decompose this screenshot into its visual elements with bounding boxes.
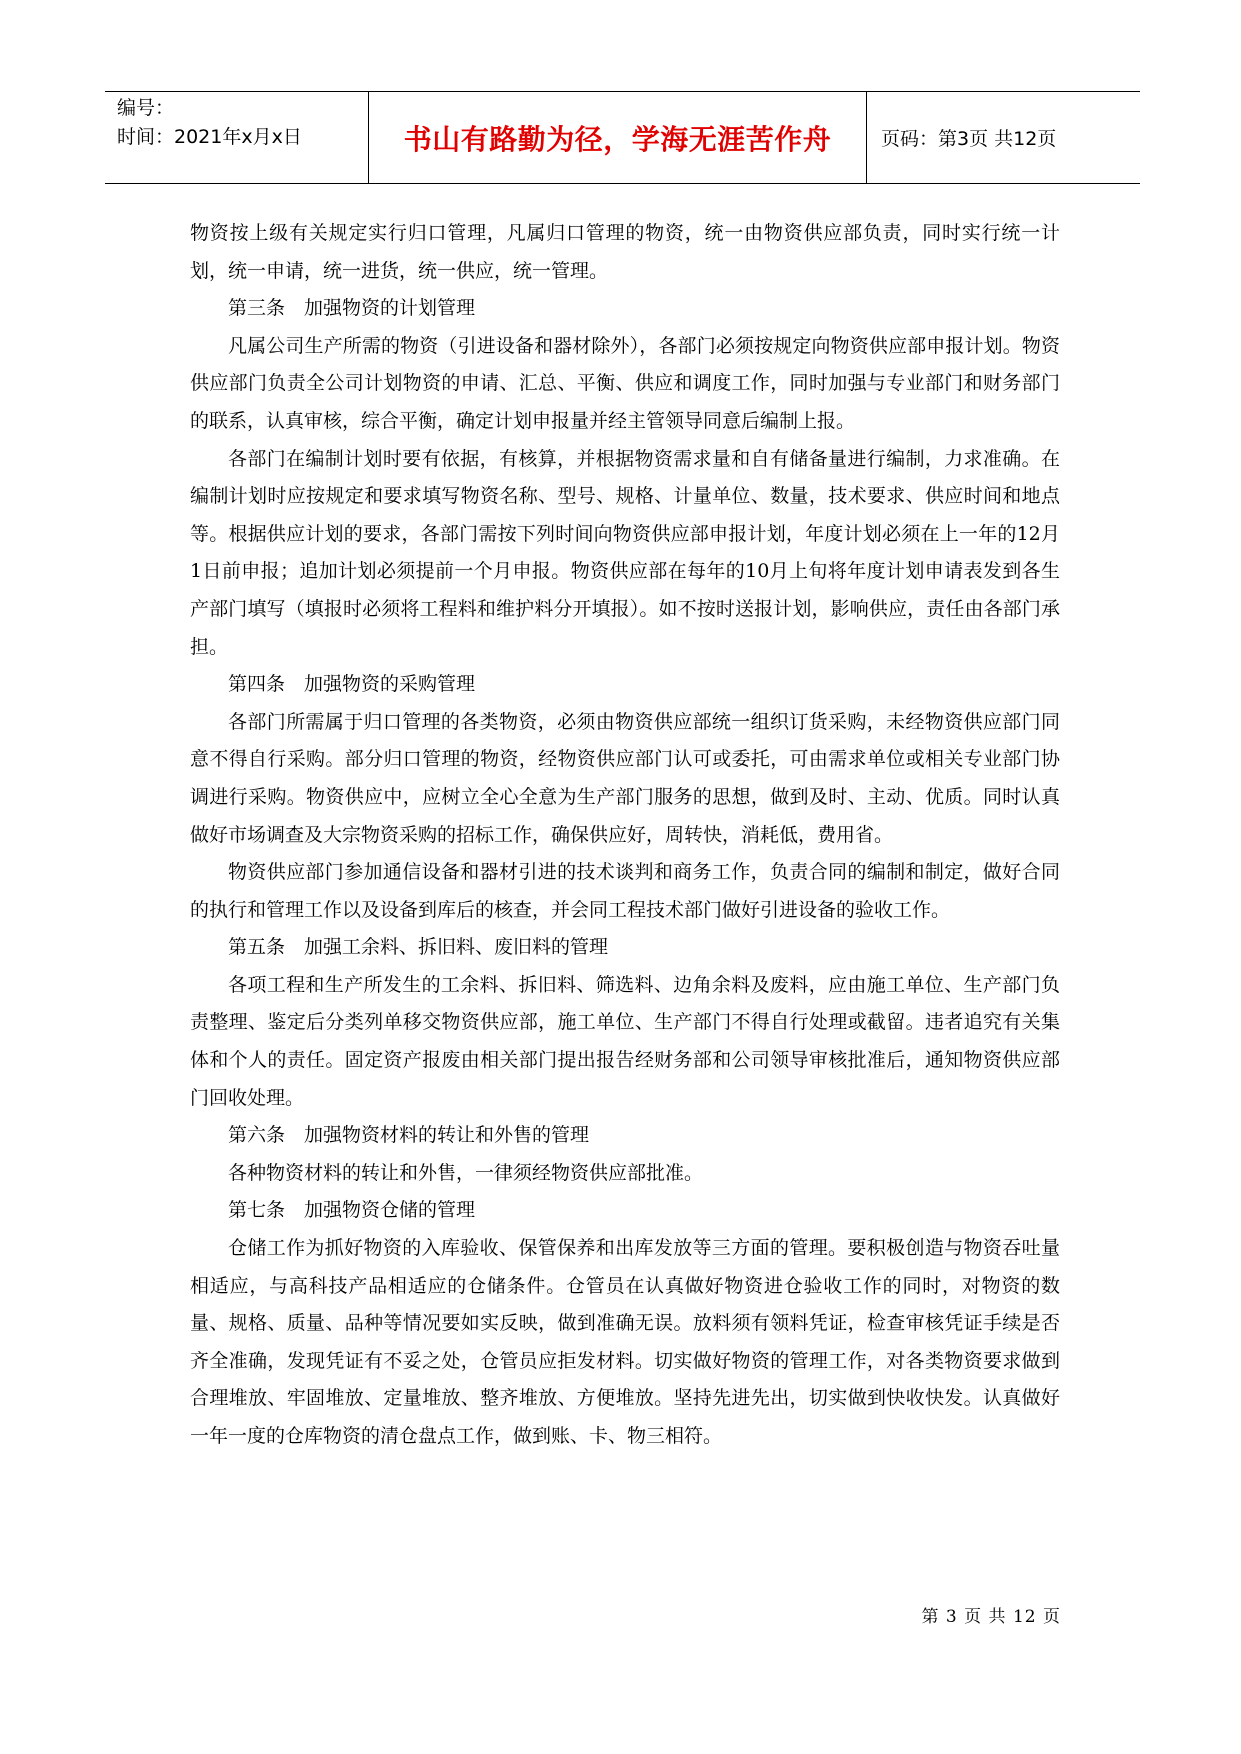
article-heading: 第四条 加强物资的采购管理 [228, 673, 476, 696]
header-motto-cell [369, 92, 867, 183]
body-paragraph: 各种物资材料的转让和外售，一律须经物资供应部批准。 [228, 1161, 704, 1184]
header-page-code: 页码：第3页 共12页 [881, 128, 1057, 150]
page-header [105, 91, 1140, 184]
body-paragraph: 各部门所需属于归口管理的各类物资，必须由物资供应部统一组织订货采购，未经物资供应部门同意不得自行采购。部分归口管理的物资，经物资供应部门认可或委托，可由需求单位或相关专业部门协调进行采购。物资供应中，应树立全心全意为生产部门服务的思想，做到及时、主动、优质。同时认真做好市场调查及大宗物资采购的招标工作，确保供应好，周转快，消耗低，费用省。 [190, 710, 1060, 846]
body-paragraph: 各部门在编制计划时要有依据，有核算，并根据物资需求量和自有储备量进行编制，力求准确。在编制计划时应按规定和要求填写物资名称、型号、规格、计量单位、数量，技术要求、供应时间和地点等。根据供应计划的要求，各部门需按下列时间向物资供应部申报计划，年度计划必须在上一年的12月1日前申报；追加计划必须提前一个月申报。物资供应部在每年的10月上旬将年度计划申请表发到各生产部门填写（填报时必须将工程料和维护料分开填报）。如不按时送报计划，影响供应，责任由各部门承担。 [190, 447, 1060, 658]
footer-page-number: 第 3 页 共 12 页 [921, 1607, 1061, 1627]
body-paragraph: 仓储工作为抓好物资的入库验收、保管保养和出库发放等三方面的管理。要积极创造与物资吞吐量相适应，与高科技产品相适应的仓储条件。仓管员在认真做好物资进仓验收工作的同时，对物资的数量、规格、质量、品种等情况要如实反映，做到准确无误。放料须有领料凭证，检查审核凭证手续是否齐全准确，发现凭证有不妥之处，仓管员应拒发材料。切实做好物资的管理工作，对各类物资要求做到合理堆放、牢固堆放、定量堆放、整齐堆放、方便堆放。坚持先进先出，切实做到快收快发。认真做好一年一度的仓库物资的清仓盘点工作，做到账、卡、物三相符。 [190, 1237, 1060, 1447]
document-number-label: 编号： [117, 97, 175, 119]
body-paragraph: 物资供应部门参加通信设备和器材引进的技术谈判和商务工作，负责合同的编制和制定，做好合同的执行和管理工作以及设备到库后的核查，并会同工程技术部门做好引进设备的验收工作。 [190, 861, 1060, 921]
header-motto: 书山有路勤为径，学海无涯苦作舟 [403, 122, 832, 156]
header-page-cell [867, 92, 1140, 183]
header-meta-cell [105, 92, 369, 183]
document-time-label: 时间：2021年x月x日 [117, 126, 302, 148]
article-heading: 第五条 加强工余料、拆旧料、废旧料的管理 [228, 936, 609, 959]
body-paragraph: 各项工程和生产所发生的工余料、拆旧料、筛选料、边角余料及废料，应由施工单位、生产部门负责整理、鉴定后分类列单移交物资供应部，施工单位、生产部门不得自行处理或截留。违者追究有关集体和个人的责任。固定资产报废由相关部门提出报告经财务部和公司领导审核批准后，通知物资供应部门回收处理。 [190, 973, 1060, 1109]
article-heading: 第三条 加强物资的计划管理 [228, 297, 476, 320]
article-heading: 第六条 加强物资材料的转让和外售的管理 [228, 1124, 590, 1147]
body-paragraph: 物资按上级有关规定实行归口管理，凡属归口管理的物资，统一由物资供应部负责，同时实行统一计划，统一申请，统一进货，统一供应，统一管理。 [190, 222, 1060, 282]
article-heading: 第七条 加强物资仓储的管理 [228, 1199, 476, 1222]
document-body [190, 215, 1060, 1456]
page-footer [922, 1602, 1061, 1627]
body-paragraph: 凡属公司生产所需的物资（引进设备和器材除外），各部门必须按规定向物资供应部申报计划。物资供应部门负责全公司计划物资的申请、汇总、平衡、供应和调度工作，同时加强与专业部门和财务部门的联系，认真审核，综合平衡，确定计划申报量并经主管领导同意后编制上报。 [190, 334, 1060, 432]
